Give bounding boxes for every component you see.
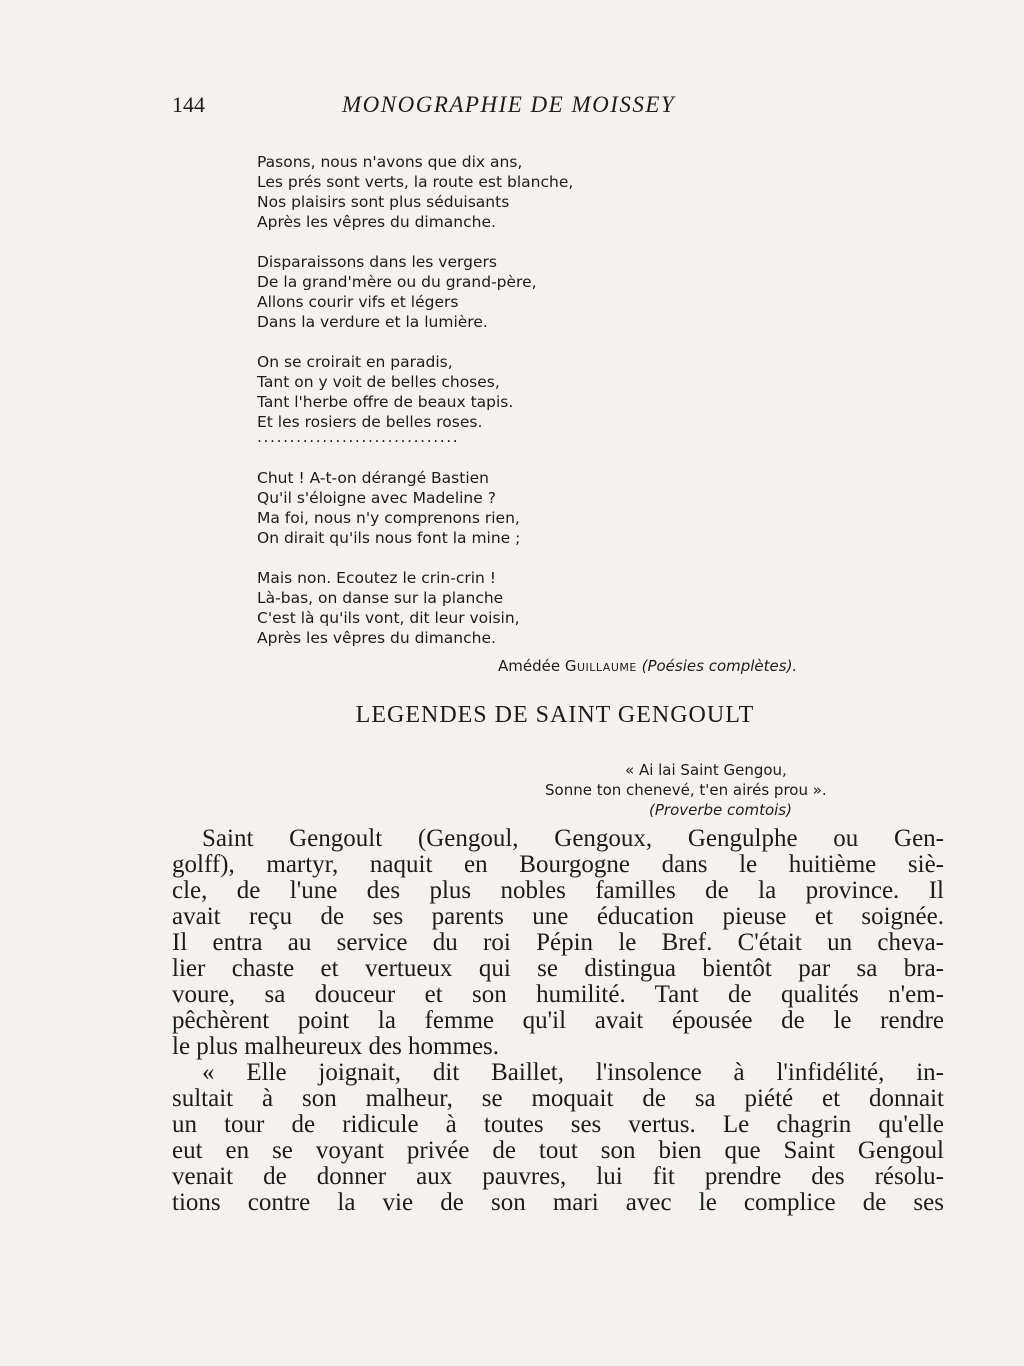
body-line: tions contre la vie de son mari avec le complice de ses — [172, 1189, 944, 1216]
body-line: eut en se voyant privée de tout son bien que Saint Gengoul — [172, 1137, 944, 1164]
body-line: sultait à son malheur, se moquait de sa piété et donnait — [172, 1085, 944, 1112]
poem-line: C'est là qu'ils vont, dit leur voisin, — [257, 609, 520, 627]
poem-stanza — [257, 252, 707, 332]
poem-line: Après les vêpres du dimanche. — [257, 629, 496, 647]
author-first-name: Amédée — [498, 657, 565, 675]
body-line: « Elle joignait, dit Baillet, l'insolence à l'infidélité, in- — [202, 1059, 944, 1086]
epigraph — [545, 760, 827, 820]
body-line: le plus malheureux des hommes. — [172, 1033, 500, 1060]
poem-line: Ma foi, nous n'y comprenons rien, — [257, 509, 520, 527]
poem-line: Disparaissons dans les vergers — [257, 253, 497, 271]
body-line: voure, sa douceur et son humilité. Tant de qualités n'em- — [172, 981, 944, 1008]
poem-line: Allons courir vifs et légers — [257, 293, 459, 311]
poem-ellipsis: ............................... — [257, 428, 460, 446]
poem-line: Chut ! A-t-on dérangé Bastien — [257, 469, 489, 487]
poem-stanza — [257, 468, 707, 548]
work-title: (Poésies complètes). — [641, 657, 798, 675]
body-line: venait de donner aux pauvres, lui fit prendre des résolu- — [172, 1163, 944, 1190]
body-line: avait reçu de ses parents une éducation pieuse et soignée. — [172, 903, 944, 930]
running-title: MONOGRAPHIE DE MOISSEY — [342, 92, 676, 117]
poem-line: Là-bas, on danse sur la planche — [257, 589, 504, 607]
poem-line: De la grand'mère ou du grand-père, — [257, 273, 537, 291]
poem-line: Les prés sont verts, la route est blanche, — [257, 173, 574, 191]
poem-line: On se croirait en paradis, — [257, 353, 453, 371]
poem-stanza — [257, 352, 707, 432]
poem-attribution — [498, 657, 797, 675]
poem-line: Pasons, nous n'avons que dix ans, — [257, 153, 523, 171]
poem-line: Après les vêpres du dimanche. — [257, 213, 496, 231]
poem-stanza — [257, 152, 707, 232]
poem-line: Tant l'herbe offre de beaux tapis. — [257, 393, 514, 411]
poem — [257, 152, 707, 668]
page-number: 144 — [172, 92, 205, 117]
body-line: Saint Gengoult (Gengoul, Gengoux, Gengulphe ou Gen- — [202, 825, 944, 852]
page-header — [172, 92, 952, 128]
epigraph-source: (Proverbe comtois) — [649, 801, 792, 819]
epigraph-line: « Ai lai Saint Gengou, — [625, 761, 787, 779]
body-line: cle, de l'une des plus nobles familles de la province. Il — [172, 877, 944, 904]
body-line: un tour de ridicule à toutes ses vertus. Le chagrin qu'elle — [172, 1111, 944, 1138]
section-title: LEGENDES DE SAINT GENGOULT — [355, 702, 755, 728]
poem-line: On dirait qu'ils nous font la mine ; — [257, 529, 521, 547]
body-line: golff), martyr, naquit en Bourgogne dans le huitième siè- — [172, 851, 944, 878]
poem-line: Et les rosiers de belles roses. — [257, 413, 483, 431]
poem-line: Qu'il s'éloigne avec Madeline ? — [257, 489, 496, 507]
poem-line: Nos plaisirs sont plus séduisants — [257, 193, 510, 211]
body-text — [172, 826, 944, 1216]
poem-line: Mais non. Ecoutez le crin-crin ! — [257, 569, 497, 587]
body-line: pêchèrent point la femme qu'il avait épousée de le rendre — [172, 1007, 944, 1034]
poem-line: Dans la verdure et la lumière. — [257, 313, 488, 331]
body-line: Il entra au service du roi Pépin le Bref. C'était un cheva- — [172, 929, 944, 956]
poem-line: Tant on y voit de belles choses, — [257, 373, 500, 391]
poem-stanza — [257, 568, 707, 648]
body-line: lier chaste et vertueux qui se distingua bientôt par sa bra- — [172, 955, 944, 982]
author-surname: Guillaume — [564, 657, 637, 675]
epigraph-line: Sonne ton chenevé, t'en airés prou ». — [545, 781, 827, 799]
